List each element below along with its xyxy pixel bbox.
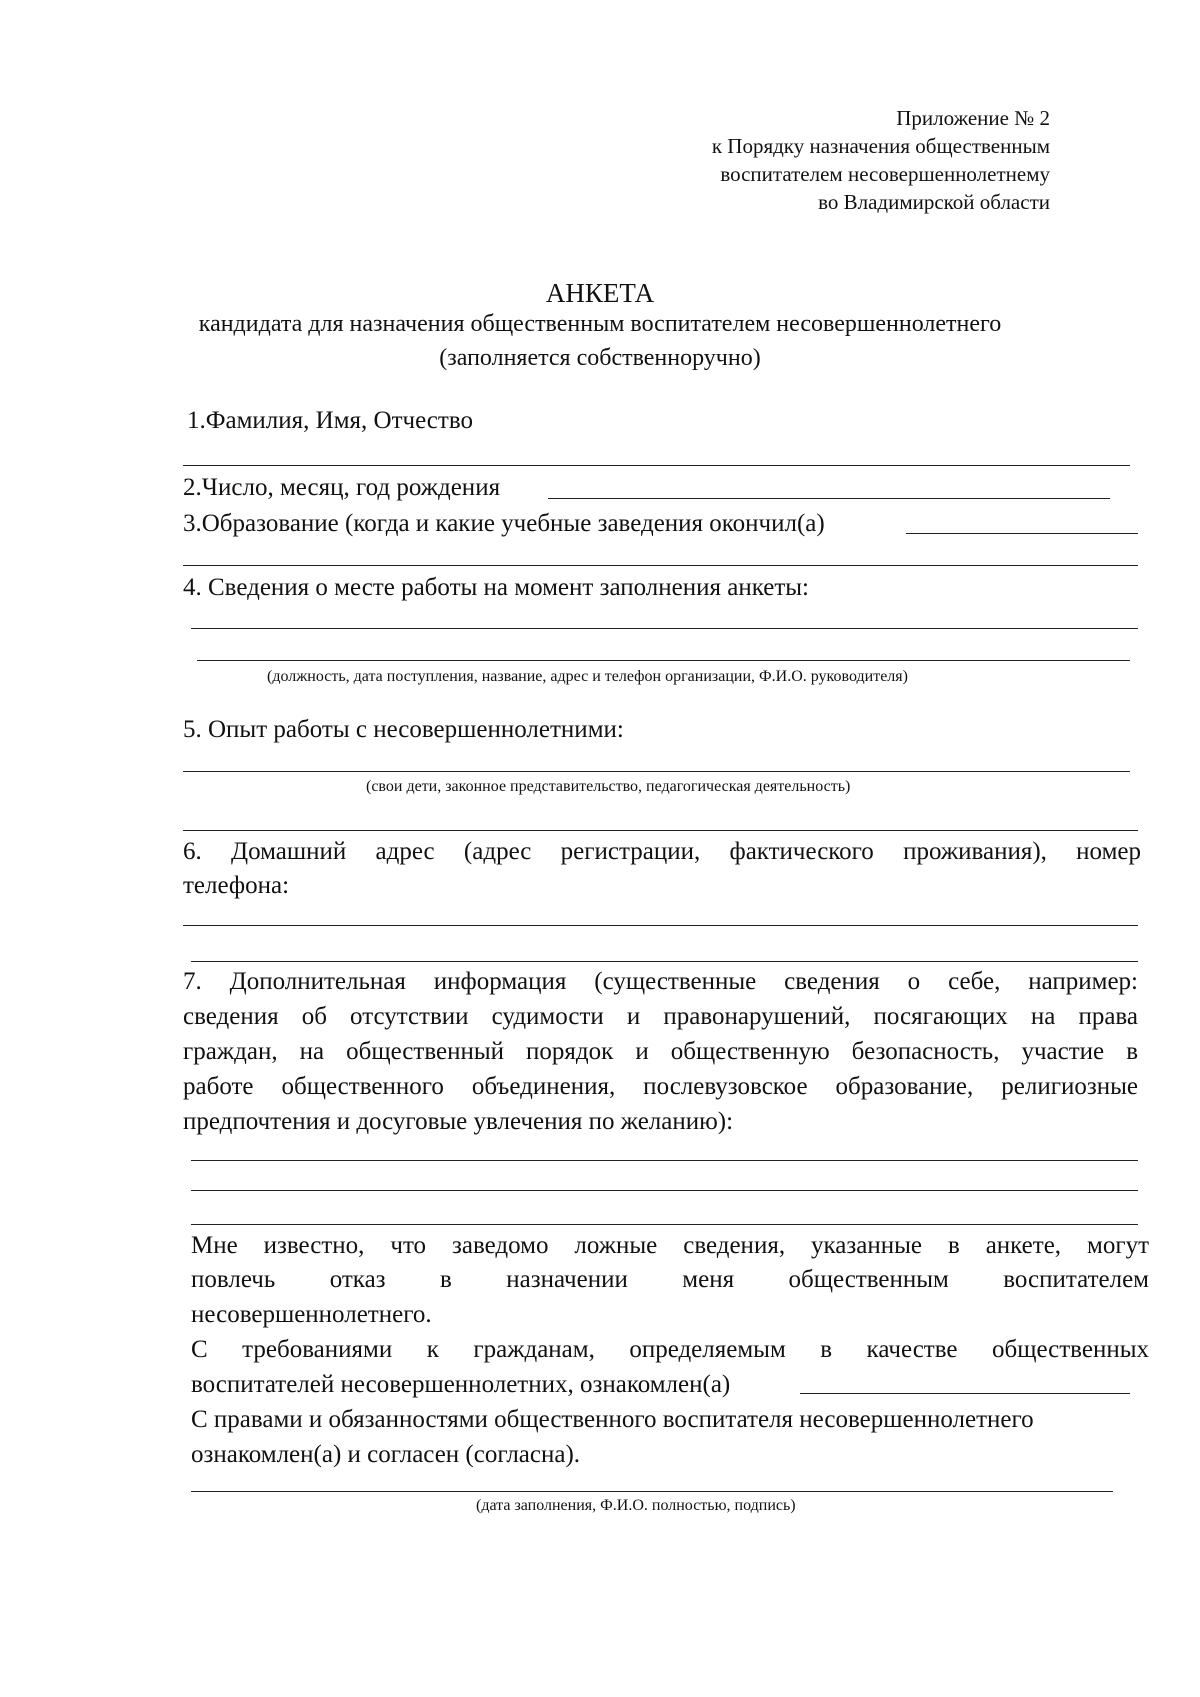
declaration-text: несовершеннолетнего. xyxy=(191,1301,432,1328)
field-label-workplace: 4. Сведения о месте работы на момент заполнения анкеты: xyxy=(183,574,809,601)
field-label-full-name: 1.Фамилия, Имя, Отчество xyxy=(187,407,473,434)
field-label-education: 3.Образование (когда и какие учебные заведения окончил(а) xyxy=(183,510,825,537)
additional-info-line-2[interactable] xyxy=(191,1190,1138,1191)
appendix-ref-line: во Владимирской области xyxy=(818,190,1050,214)
appendix-number: Приложение № 2 xyxy=(896,106,1050,130)
experience-line-2[interactable] xyxy=(183,830,1138,831)
declaration-text: повлечь отказ в назначении меня общественным воспитателем xyxy=(191,1266,1149,1293)
field-label-home-address: 6. Домашний адрес (адрес регистрации, фактического проживания), номер xyxy=(183,838,1141,865)
form-subtitle-note: (заполняется собственноручно) xyxy=(439,345,761,371)
additional-info-line-3[interactable] xyxy=(191,1224,1138,1225)
appendix-ref-line: к Порядку назначения общественным xyxy=(711,134,1050,158)
education-line-2[interactable] xyxy=(183,565,1138,566)
field-label-experience: 5. Опыт работы с несовершеннолетними: xyxy=(183,716,624,743)
experience-line[interactable] xyxy=(183,771,1130,772)
signature-caption: (дата заполнения, Ф.И.О. полностью, подпись) xyxy=(476,1497,796,1514)
field-label-additional-info: граждан, на общественный порядок и общественную безопасность, участие в xyxy=(183,1038,1138,1065)
education-line[interactable] xyxy=(906,533,1138,534)
full-name-line[interactable] xyxy=(183,465,1130,466)
field-label-additional-info: 7. Дополнительная информация (существенные сведения о себе, например: xyxy=(183,968,1138,995)
rights-text: ознакомлен(а) и согласен (согласна). xyxy=(191,1441,581,1468)
requirements-acknowledged-line[interactable] xyxy=(800,1393,1130,1394)
field-label-additional-info: предпочтения и досуговые увлечения по желанию): xyxy=(183,1108,734,1135)
birth-date-line[interactable] xyxy=(548,498,1110,499)
field-label-home-address-cont: телефона: xyxy=(183,872,290,899)
signature-line[interactable] xyxy=(191,1491,1113,1492)
workplace-line[interactable] xyxy=(191,628,1138,629)
requirements-text: воспитателей несовершеннолетних, ознакомлен(а) xyxy=(191,1371,731,1398)
field-label-additional-info: работе общественного объединения, послевузовское образование, религиозные xyxy=(183,1073,1138,1100)
requirements-text: С требованиями к гражданам, определяемым в качестве общественных xyxy=(191,1336,1149,1363)
rights-text: С правами и обязанностями общественного воспитателя несовершеннолетнего xyxy=(191,1406,1034,1433)
workplace-line-2[interactable] xyxy=(197,660,1130,661)
declaration-text: Мне известно, что заведомо ложные сведения, указанные в анкете, могут xyxy=(191,1232,1149,1259)
field-label-birth-date: 2.Число, месяц, год рождения xyxy=(183,474,501,501)
form-title: АНКЕТА xyxy=(545,278,655,308)
appendix-ref-line: воспитателем несовершеннолетнему xyxy=(720,162,1050,186)
field-label-additional-info: сведения об отсутствии судимости и правонарушений, посягающих на права xyxy=(183,1003,1138,1030)
home-address-line-2[interactable] xyxy=(191,961,1138,962)
form-subtitle: кандидата для назначения общественным воспитателем несовершеннолетнего xyxy=(198,311,1002,337)
additional-info-line[interactable] xyxy=(191,1160,1138,1161)
home-address-line[interactable] xyxy=(183,925,1138,926)
workplace-caption: (должность, дата поступления, название, адрес и телефон организации, Ф.И.О. руководителя) xyxy=(267,668,908,685)
experience-caption: (свои дети, законное представительство, педагогическая деятельность) xyxy=(366,778,851,795)
